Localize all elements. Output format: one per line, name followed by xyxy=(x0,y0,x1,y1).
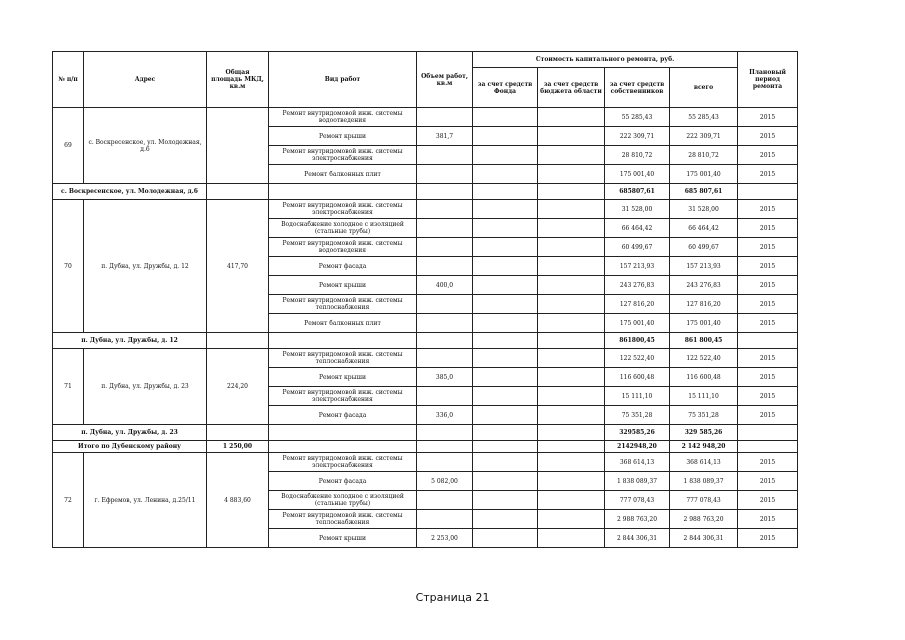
row-area xyxy=(207,108,269,184)
table-row xyxy=(53,108,798,127)
row-budget xyxy=(538,472,605,491)
row-volume xyxy=(417,219,473,238)
district-total-period xyxy=(738,441,798,453)
header-address: Адрес xyxy=(84,52,207,108)
row-address: п. Дубна, ул. Дружбы, д. 12 xyxy=(84,200,207,333)
repair-cost-table xyxy=(52,51,798,548)
row-fund xyxy=(473,349,538,368)
subtotal-row xyxy=(53,425,798,441)
row-own: 1 838 089,37 xyxy=(605,472,670,491)
subtotal-budget xyxy=(538,425,605,441)
row-total: 127 816,20 xyxy=(670,295,738,314)
header-volume: Объем работ, кв.м xyxy=(417,52,473,108)
row-own: 243 276,83 xyxy=(605,276,670,295)
row-period: 2015 xyxy=(738,314,798,333)
subtotal-total: 861 800,45 xyxy=(670,333,738,349)
row-volume: 400,0 xyxy=(417,276,473,295)
row-fund xyxy=(473,146,538,165)
row-volume xyxy=(417,238,473,257)
district-total-row xyxy=(53,441,798,453)
row-work-type: Ремонт крыши xyxy=(269,276,417,295)
row-fund xyxy=(473,219,538,238)
row-own: 116 600,48 xyxy=(605,368,670,387)
page-number: Страница 21 xyxy=(415,591,490,604)
row-volume xyxy=(417,257,473,276)
subtotal-row xyxy=(53,184,798,200)
row-volume xyxy=(417,453,473,472)
row-budget xyxy=(538,510,605,529)
row-volume: 385,0 xyxy=(417,368,473,387)
row-own: 66 464,42 xyxy=(605,219,670,238)
row-budget xyxy=(538,491,605,510)
row-fund xyxy=(473,529,538,548)
row-fund xyxy=(473,406,538,425)
row-period: 2015 xyxy=(738,529,798,548)
district-total-volume xyxy=(417,441,473,453)
row-volume: 2 253,00 xyxy=(417,529,473,548)
row-budget xyxy=(538,146,605,165)
row-own: 28 810,72 xyxy=(605,146,670,165)
row-work-type: Ремонт внутридомовой инж. системы теплоснабжения xyxy=(269,295,417,314)
row-period: 2015 xyxy=(738,387,798,406)
row-own: 2 844 306,31 xyxy=(605,529,670,548)
header-fund: за счет средств Фонда xyxy=(473,68,538,108)
row-own: 127 816,20 xyxy=(605,295,670,314)
row-number: 71 xyxy=(53,349,84,425)
row-period: 2015 xyxy=(738,165,798,184)
row-fund xyxy=(473,295,538,314)
subtotal-address: п. Дубна, ул. Дружбы, д. 12 xyxy=(53,333,207,349)
row-total: 55 285,43 xyxy=(670,108,738,127)
district-total-work xyxy=(269,441,417,453)
row-period: 2015 xyxy=(738,349,798,368)
row-area: 417,70 xyxy=(207,200,269,333)
header-cost-group: Стоимость капитального ремонта, руб. xyxy=(473,52,738,68)
row-total: 116 600,48 xyxy=(670,368,738,387)
row-volume: 336,0 xyxy=(417,406,473,425)
table-body xyxy=(53,108,798,548)
row-own: 175 001,40 xyxy=(605,165,670,184)
subtotal-period xyxy=(738,425,798,441)
row-budget xyxy=(538,257,605,276)
subtotal-fund xyxy=(473,333,538,349)
row-work-type: Ремонт фасада xyxy=(269,257,417,276)
row-work-type: Ремонт крыши xyxy=(269,368,417,387)
subtotal-work xyxy=(269,184,417,200)
row-fund xyxy=(473,368,538,387)
header-period: Плановый период ремонта xyxy=(738,52,798,108)
row-work-type: Водоснабжение холодное с изоляцией (стальные трубы) xyxy=(269,491,417,510)
table-row xyxy=(53,453,798,472)
row-address: п. Дубна, ул. Дружбы, д. 23 xyxy=(84,349,207,425)
row-period: 2015 xyxy=(738,219,798,238)
row-fund xyxy=(473,314,538,333)
row-total: 31 528,00 xyxy=(670,200,738,219)
row-total: 157 213,93 xyxy=(670,257,738,276)
row-period: 2015 xyxy=(738,491,798,510)
subtotal-area xyxy=(207,425,269,441)
row-work-type: Ремонт фасада xyxy=(269,472,417,491)
row-total: 175 001,40 xyxy=(670,165,738,184)
subtotal-address: с. Воскресенское, ул. Молодежная, д.6 xyxy=(53,184,207,200)
row-own: 15 111,10 xyxy=(605,387,670,406)
row-volume xyxy=(417,387,473,406)
row-period: 2015 xyxy=(738,146,798,165)
row-budget xyxy=(538,219,605,238)
row-period: 2015 xyxy=(738,453,798,472)
table-row xyxy=(53,349,798,368)
row-total: 243 276,83 xyxy=(670,276,738,295)
row-own: 60 499,67 xyxy=(605,238,670,257)
row-total: 75 351,28 xyxy=(670,406,738,425)
row-budget xyxy=(538,406,605,425)
row-budget xyxy=(538,295,605,314)
row-period: 2015 xyxy=(738,238,798,257)
row-period: 2015 xyxy=(738,368,798,387)
row-total: 2 988 763,20 xyxy=(670,510,738,529)
subtotal-area xyxy=(207,184,269,200)
row-work-type: Ремонт балконных плит xyxy=(269,314,417,333)
row-work-type: Ремонт внутридомовой инж. системы теплоснабжения xyxy=(269,510,417,529)
header-own: за счет средств собственников xyxy=(605,68,670,108)
subtotal-own: 861800,45 xyxy=(605,333,670,349)
row-work-type: Ремонт крыши xyxy=(269,127,417,146)
row-volume xyxy=(417,200,473,219)
row-period: 2015 xyxy=(738,406,798,425)
row-budget xyxy=(538,314,605,333)
header-num: № п/п xyxy=(53,52,84,108)
row-own: 157 213,93 xyxy=(605,257,670,276)
row-fund xyxy=(473,257,538,276)
row-total: 1 838 089,37 xyxy=(670,472,738,491)
row-work-type: Ремонт внутридомовой инж. системы электроснабжения xyxy=(269,146,417,165)
row-fund xyxy=(473,491,538,510)
subtotal-budget xyxy=(538,184,605,200)
subtotal-row xyxy=(53,333,798,349)
row-own: 222 309,71 xyxy=(605,127,670,146)
row-volume xyxy=(417,108,473,127)
row-work-type: Ремонт внутридомовой инж. системы теплоснабжения xyxy=(269,349,417,368)
subtotal-budget xyxy=(538,333,605,349)
row-period: 2015 xyxy=(738,510,798,529)
row-volume: 5 082,00 xyxy=(417,472,473,491)
subtotal-volume xyxy=(417,184,473,200)
row-volume xyxy=(417,491,473,510)
row-budget xyxy=(538,108,605,127)
row-work-type: Ремонт внутридомовой инж. системы водоотведения xyxy=(269,108,417,127)
row-volume xyxy=(417,146,473,165)
row-budget xyxy=(538,368,605,387)
row-address: с. Воскресенское, ул. Молодежная, д.6 xyxy=(84,108,207,184)
row-own: 175 001,40 xyxy=(605,314,670,333)
header-budget: за счет средств бюджета области xyxy=(538,68,605,108)
row-volume xyxy=(417,295,473,314)
row-fund xyxy=(473,200,538,219)
row-own: 368 614,13 xyxy=(605,453,670,472)
row-own: 55 285,43 xyxy=(605,108,670,127)
row-area: 224,20 xyxy=(207,349,269,425)
row-work-type: Ремонт внутридомовой инж. системы электроснабжения xyxy=(269,453,417,472)
subtotal-volume xyxy=(417,425,473,441)
subtotal-total: 329 585,26 xyxy=(670,425,738,441)
row-address: г. Ефремов, ул. Ленина, д.25/11 xyxy=(84,453,207,548)
row-volume xyxy=(417,510,473,529)
row-budget xyxy=(538,453,605,472)
row-total: 15 111,10 xyxy=(670,387,738,406)
district-total-own: 2142948,20 xyxy=(605,441,670,453)
row-fund xyxy=(473,276,538,295)
row-fund xyxy=(473,472,538,491)
header-total: всего xyxy=(670,68,738,108)
row-budget xyxy=(538,127,605,146)
repair-cost-table-container xyxy=(52,51,797,548)
row-work-type: Ремонт балконных плит xyxy=(269,165,417,184)
row-fund xyxy=(473,108,538,127)
subtotal-area xyxy=(207,333,269,349)
row-period: 2015 xyxy=(738,127,798,146)
subtotal-own: 685807,61 xyxy=(605,184,670,200)
row-number: 69 xyxy=(53,108,84,184)
row-budget xyxy=(538,349,605,368)
subtotal-work xyxy=(269,425,417,441)
row-area: 4 883,60 xyxy=(207,453,269,548)
row-budget xyxy=(538,165,605,184)
row-total: 60 499,67 xyxy=(670,238,738,257)
row-volume xyxy=(417,165,473,184)
district-total-fund xyxy=(473,441,538,453)
district-total-budget xyxy=(538,441,605,453)
row-period: 2015 xyxy=(738,295,798,314)
row-total: 66 464,42 xyxy=(670,219,738,238)
row-budget xyxy=(538,387,605,406)
subtotal-own: 329585,26 xyxy=(605,425,670,441)
subtotal-period xyxy=(738,184,798,200)
row-work-type: Ремонт внутридомовой инж. системы электроснабжения xyxy=(269,200,417,219)
row-fund xyxy=(473,238,538,257)
row-work-type: Ремонт внутридомовой инж. системы электроснабжения xyxy=(269,387,417,406)
row-period: 2015 xyxy=(738,472,798,491)
row-total: 122 522,40 xyxy=(670,349,738,368)
row-period: 2015 xyxy=(738,276,798,295)
row-fund xyxy=(473,127,538,146)
row-total: 175 001,40 xyxy=(670,314,738,333)
row-work-type: Ремонт внутридомовой инж. системы водоотведения xyxy=(269,238,417,257)
district-total-sum: 2 142 948,20 xyxy=(670,441,738,453)
row-total: 28 810,72 xyxy=(670,146,738,165)
row-total: 368 614,13 xyxy=(670,453,738,472)
row-own: 31 528,00 xyxy=(605,200,670,219)
subtotal-fund xyxy=(473,184,538,200)
row-budget xyxy=(538,529,605,548)
subtotal-volume xyxy=(417,333,473,349)
row-volume xyxy=(417,349,473,368)
row-own: 75 351,28 xyxy=(605,406,670,425)
header-work-type: Вид работ xyxy=(269,52,417,108)
row-own: 2 988 763,20 xyxy=(605,510,670,529)
subtotal-address: п. Дубна, ул. Дружбы, д. 23 xyxy=(53,425,207,441)
row-budget xyxy=(538,238,605,257)
header-area: Общая площадь МКД, кв.м xyxy=(207,52,269,108)
subtotal-period xyxy=(738,333,798,349)
row-volume: 381,7 xyxy=(417,127,473,146)
row-work-type: Ремонт фасада xyxy=(269,406,417,425)
subtotal-total: 685 807,61 xyxy=(670,184,738,200)
district-total-area: 1 250,00 xyxy=(207,441,269,453)
row-total: 222 309,71 xyxy=(670,127,738,146)
row-fund xyxy=(473,387,538,406)
row-number: 72 xyxy=(53,453,84,548)
row-total: 2 844 306,31 xyxy=(670,529,738,548)
row-work-type: Водоснабжение холодное с изоляцией (стальные трубы) xyxy=(269,219,417,238)
row-fund xyxy=(473,510,538,529)
row-own: 122 522,40 xyxy=(605,349,670,368)
subtotal-fund xyxy=(473,425,538,441)
row-number: 70 xyxy=(53,200,84,333)
row-total: 777 078,43 xyxy=(670,491,738,510)
row-period: 2015 xyxy=(738,257,798,276)
row-period: 2015 xyxy=(738,108,798,127)
row-fund xyxy=(473,453,538,472)
subtotal-work xyxy=(269,333,417,349)
row-volume xyxy=(417,314,473,333)
row-work-type: Ремонт крыши xyxy=(269,529,417,548)
row-budget xyxy=(538,276,605,295)
table-row xyxy=(53,200,798,219)
row-own: 777 078,43 xyxy=(605,491,670,510)
district-total-label: Итого по Дубенскому району xyxy=(53,441,207,453)
row-period: 2015 xyxy=(738,200,798,219)
row-budget xyxy=(538,200,605,219)
row-fund xyxy=(473,165,538,184)
